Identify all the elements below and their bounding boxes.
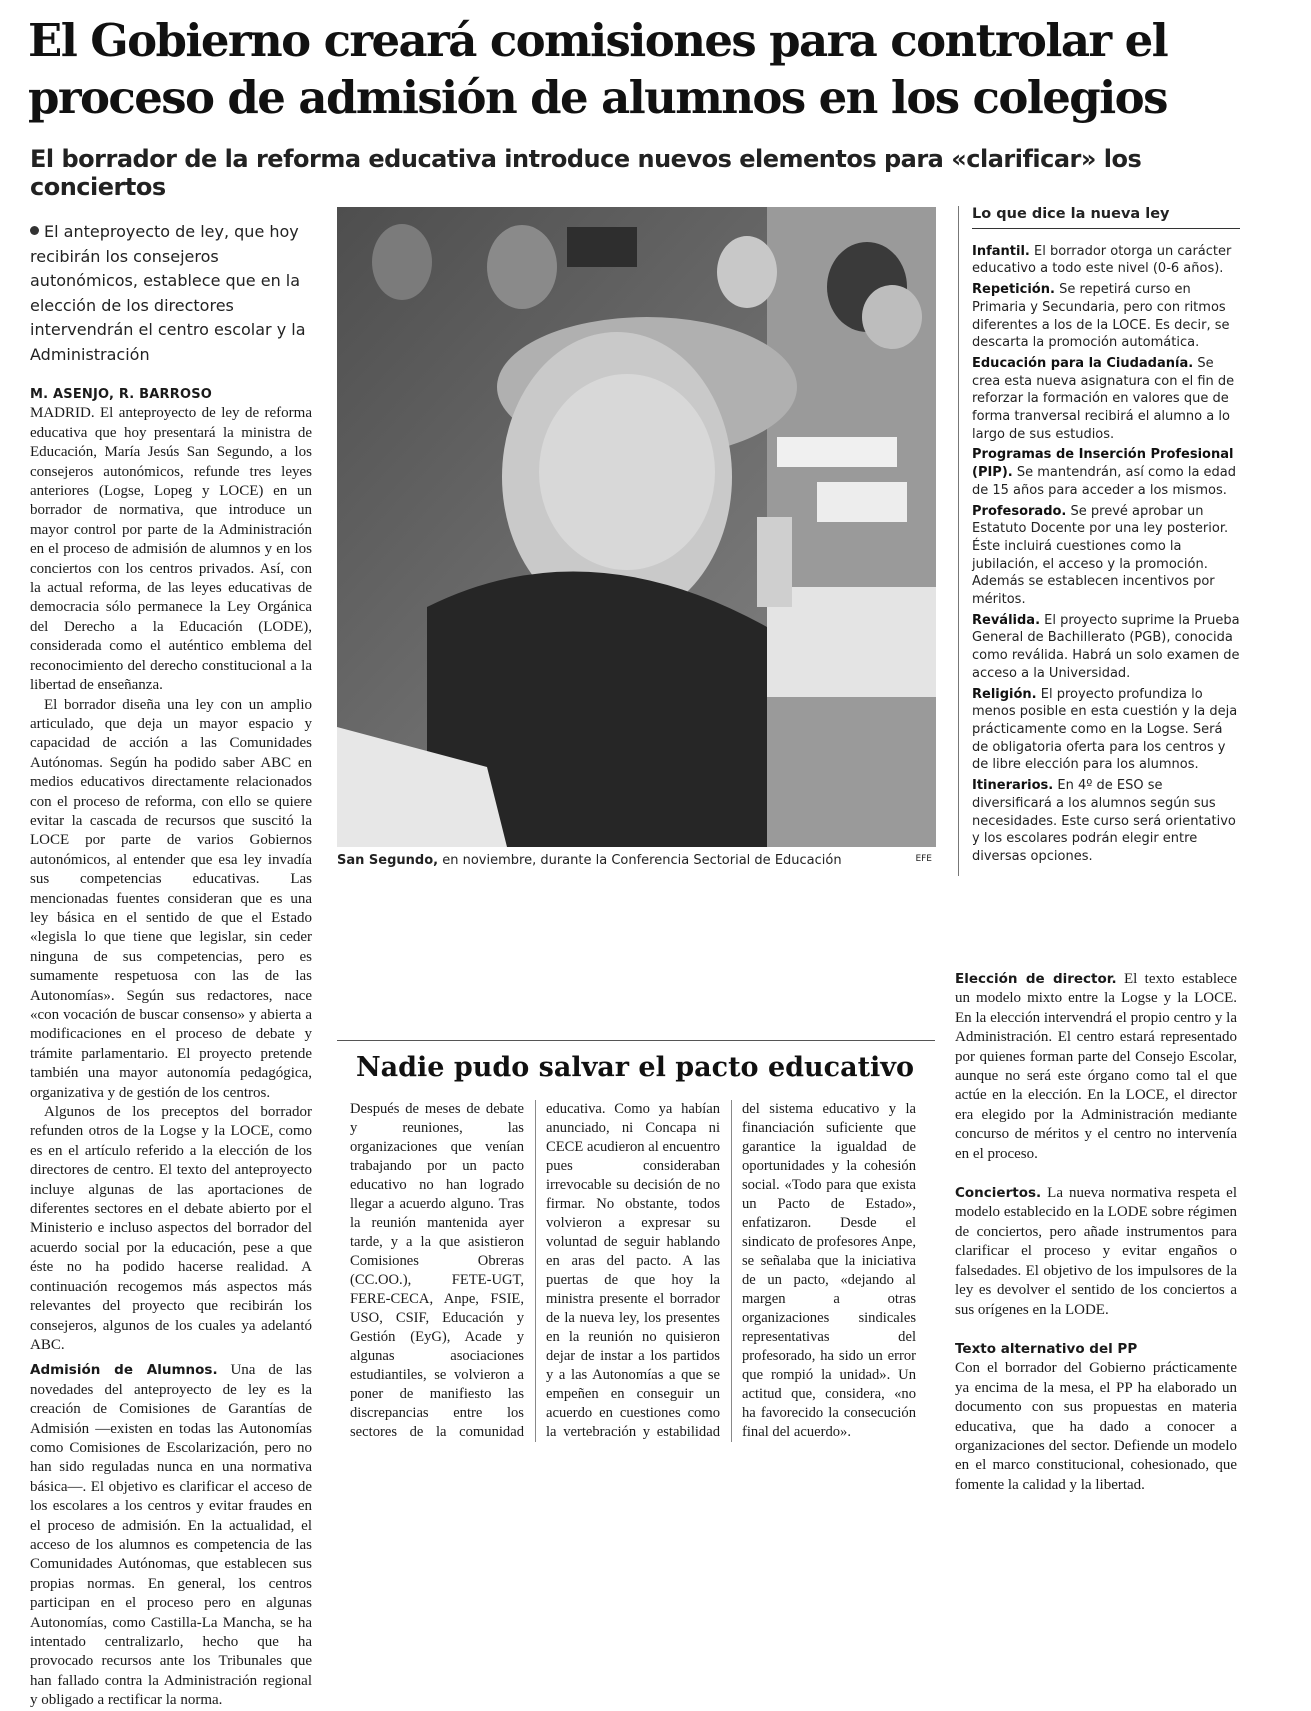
sidebar-item-revalida: [972, 612, 1240, 683]
sidebar-item-ciudadania: [972, 355, 1240, 444]
inset-title: Nadie pudo salvar el pacto educativo: [355, 1052, 915, 1083]
caption-name: San Segundo,: [337, 853, 439, 868]
sidebar-item-text: En 4º de ESO se diversificará a los alumnos según sus necesidades. Este curso será orientativo y los escolares podrán elegir entre diversas opciones.: [972, 778, 1236, 864]
pp-label: Texto alternativo del PP: [955, 1340, 1138, 1357]
bullet-icon: [30, 226, 39, 235]
admision-label: Admisión de Alumnos.: [30, 1362, 218, 1379]
sidebar-item-text: El proyecto suprime la Prueba General de Bachillerato (PGB), conocida como reválida. Habrá un solo examen de acceso a la Universidad.: [972, 612, 1240, 681]
lede-text: El anteproyecto de ley, que hoy recibirán los consejeros autonómicos, establece que en la elección de los directores intervendrán el centro escolar y la Administración: [30, 222, 306, 364]
sidebar-item-label: Profesorado.: [972, 503, 1067, 519]
sidebar-item-label: Programas de Inserción Profesional (PIP).: [972, 447, 1234, 481]
byline: M. ASENJO, R. BARROSO: [30, 387, 213, 402]
director-text: El texto establece un modelo mixto entre la Logse y la LOCE. En la elección intervendrá el propio centro y la Administración. El centro estará representado por quienes forman parte del Consejo Escolar, aunque no será este órgano como tal el que actúe en la elección. En la LOCE, el director era elegido por la Administración mediante concurso de méritos y el centro no intervenía en el proceso.: [955, 971, 1237, 1162]
sidebar-item-infantil: [972, 243, 1240, 278]
sidebar-item-profesorado: [972, 503, 1240, 609]
sidebar-item-itinerarios: [972, 777, 1240, 866]
sidebar-item-text: El proyecto profundiza lo menos posible en esta cuestión y la deja prácticamente como en la Logse. Será de obligatoria oferta para los centros y de libre elección para los alumnos.: [972, 686, 1238, 773]
photo-credit: EFE: [915, 854, 932, 864]
sidebar-item-label: Infantil.: [972, 243, 1030, 259]
sidebar-item-label: Educación para la Ciudadanía.: [972, 355, 1194, 371]
sidebar-item-text: Se mantendrán, así como la edad de 15 años para acceder a los mismos.: [972, 465, 1237, 498]
sidebar-item-label: Religión.: [972, 686, 1037, 702]
photo-caption: [337, 853, 936, 868]
lede: [30, 220, 315, 367]
article-column-1: [30, 385, 312, 1711]
sidebar-item-label: Reválida.: [972, 612, 1041, 628]
conciertos-paragraph: [955, 1184, 1237, 1320]
conciertos-text: La nueva normativa respeta el modelo establecido en la LODE sobre régimen de conciertos, pero añade instrumentos para clarificar el proceso y evitar engaños o falsedades. El objetivo de los impulsores de la ley es devolver el sentido de los conciertos a sus orígenes en la LODE.: [955, 1185, 1238, 1318]
subheadline: El borrador de la reforma educativa introduce nuevos elementos para «clarificar» los conciertos: [30, 145, 1142, 201]
photo: [337, 207, 936, 847]
sidebar-item-pip: [972, 446, 1240, 499]
pp-heading-paragraph: [955, 1340, 1237, 1359]
caption-text: en noviembre, durante la Conferencia Sectorial de Educación: [442, 853, 842, 868]
sidebar-divider: [958, 206, 959, 876]
sidebar-item-religion: [972, 686, 1240, 775]
article-paragraph-1: MADRID. El anteproyecto de ley de reforma educativa que hoy presentará la ministra de Educación, María Jesús San Segundo, a los consejeros autonómicos, refunde tres leyes anteriores (Logse, Lopeg y LOCE) en un borrador de normativa, que introduce un mayor control por parte de la Administración en el proceso de admisión de alumnos y en los conciertos con los centros privados. Así, con la actual reforma, de las leyes educativas de democracia sólo permanece la Ley Orgánica del Derecho a la Educación (LODE), considerada como el auténtico emblema del reconocimiento del derecho constitucional a la libertad de enseñanza.: [30, 405, 312, 694]
article-column-4: [955, 893, 1237, 1495]
sidebar-title: Lo que dice la nueva ley: [972, 206, 1240, 229]
admision-paragraph: [30, 1361, 312, 1710]
director-paragraph: [955, 970, 1237, 1164]
sidebar-item-repeticion: [972, 281, 1240, 352]
conciertos-label: Conciertos.: [955, 1185, 1042, 1202]
article-paragraph-2: El borrador diseña una ley con un amplio articulado, que deja un mayor espacio y capacidad de acción a las Comunidades Autónomas. Según ha podido saber ABC en medios educativos directamente relacionados con el proceso de reforma, con ello se quiere evitar la cascada de recursos que suscitó la LOCE por parte de varios Gobiernos autonómicos, al entender que esa ley invadía sus competencias educativas. Las mencionadas fuentes consideran que es una ley básica en el sentido de que el Estado «legisla lo que tiene que legislar, sin ceder ninguna de sus competencias, pero es sumamente respetuosa con las de las Autonomías». Según sus redactores, nace «con vocación de buscar consenso» y abierta a modificaciones en el proceso de debate y trámite parlamentario. El proyecto pretende también una mayor autonomía pedagógica, organizativa y de gestión de los centros.: [30, 696, 312, 1101]
headline: El Gobierno creará comisiones para controlar el proceso de admisión de alumnos en los colegios: [28, 14, 1168, 124]
pp-paragraph: Con el borrador del Gobierno prácticamente ya encima de la mesa, el PP ha elaborado un documento con sus propuestas en materia educativa, que ha dado a conocer a organizaciones del sector. Defiende un modelo en el marco constitucional, cohesionado, que fomente la calidad y la libertad.: [955, 1360, 1237, 1493]
sidebar-item-text: Se crea esta nueva asignatura con el fin de reforzar la formación en valores que de forma tranversal recibirá el alumno a lo largo de sus estudios.: [972, 355, 1235, 442]
sidebar-item-label: Repetición.: [972, 282, 1055, 298]
photo-image: [337, 207, 936, 847]
admision-text: Una de las novedades del anteproyecto de ley es la creación de Comisiones de Garantías de Admisión —existen en todas las Autonomías como Comisiones de Escolarización, pero no han sido reguladas nunca en una normativa básica—. El objetivo es clarificar el acceso de los escolares a los centros y evitar fraudes en el proceso de admisión. En la actualidad, el acceso de los alumnos es competencia de las Comunidades Autónomas, que establecen sus propias normas. En general, los centros participan en el proceso pero en algunas Autonomías, como Castilla-La Mancha, se ha intentado centralizarlo, hecho que ha provocado recursos ante los Tribunales que han fallado contra la Administración regional y obligado a rectificar la norma.: [30, 1362, 312, 1709]
sidebar-box: [972, 206, 1240, 869]
inset-text: Después de meses de debate y reuniones, las organizaciones que venían trabajando por un pacto educativo no han logrado llegar a acuerdo alguno. Tras la reunión mantenida ayer tarde, y a la que asistieron Comisiones Obreras (CC.OO.), FETE-UGT, FERE-CECA, Anpe, FSIE, USO, CSIF, Educación y Gestión (EyG), Acade y algunas asociaciones estudiantiles, se volvieron a poner de manifiesto las discrepancias entre los sectores de la comunidad educativa. Como ya habían anunciado, ni Concapa ni CECE acudieron al encuentro pues consideraban irrevocable su decisión de no firmar. No obstante, todos volvieron a expresar su voluntad de seguir hablando en aras del pacto. A las puertas de que hoy la ministra presente el borrador de la nueva ley, los presentes en la reunión no quisieron dejar de instar a los partidos y a las Autonomías a que se empeñen en conseguir un acuerdo en cuestiones como la vertebración y estabilidad del sistema educativo y la financiación suficiente que garantice la igualdad de oportunidades y la cohesión social. «Todo para que exista un Pacto de Estado», enfatizaron. Desde el sindicato de profesores Anpe, se señalaba que la iniciativa de un pacto, «dejando al margen a otras organizaciones sindicales representativas del profesorado, ha sido un error que rompió la unidad». Un actitud que, considera, «no ha favorecido la consecución final del acuerdo».: [350, 1101, 916, 1440]
sidebar-item-text: El borrador otorga un carácter educativo a todo este nivel (0-6 años).: [972, 243, 1232, 277]
sidebar-item-label: Itinerarios.: [972, 778, 1054, 794]
inset-top-rule: [337, 1040, 935, 1041]
director-label: Elección de director.: [955, 971, 1117, 987]
sidebar-item-text: Se prevé aprobar un Estatuto Docente por una ley posterior. Éste incluirá cuestiones como la jubilación, el acceso y la promoción. Además se establecen incentivos por méritos.: [972, 503, 1229, 608]
article-paragraph-3: Algunos de los preceptos del borrador refunden otros de la Logse y la LOCE, como es en el artículo referido a la elección de los directores de centro. El texto del anteproyecto incluye algunas de las aportaciones de diferentes sectores en el debate abierto por el Ministerio e incluso aspectos del borrador del acuerdo social por la educación, pese a que éste no ha podido hacerse realidad. A continuación recogemos más aspectos más relevantes del proyecto que recibirán los consejeros, algunos de los cuales ya adelantó ABC.: [30, 1104, 312, 1353]
sidebar-item-text: Se repetirá curso en Primaria y Secundaria, pero con ritmos diferentes a los de la LOCE. Es decir, se descarta la promoción automática.: [972, 282, 1230, 351]
